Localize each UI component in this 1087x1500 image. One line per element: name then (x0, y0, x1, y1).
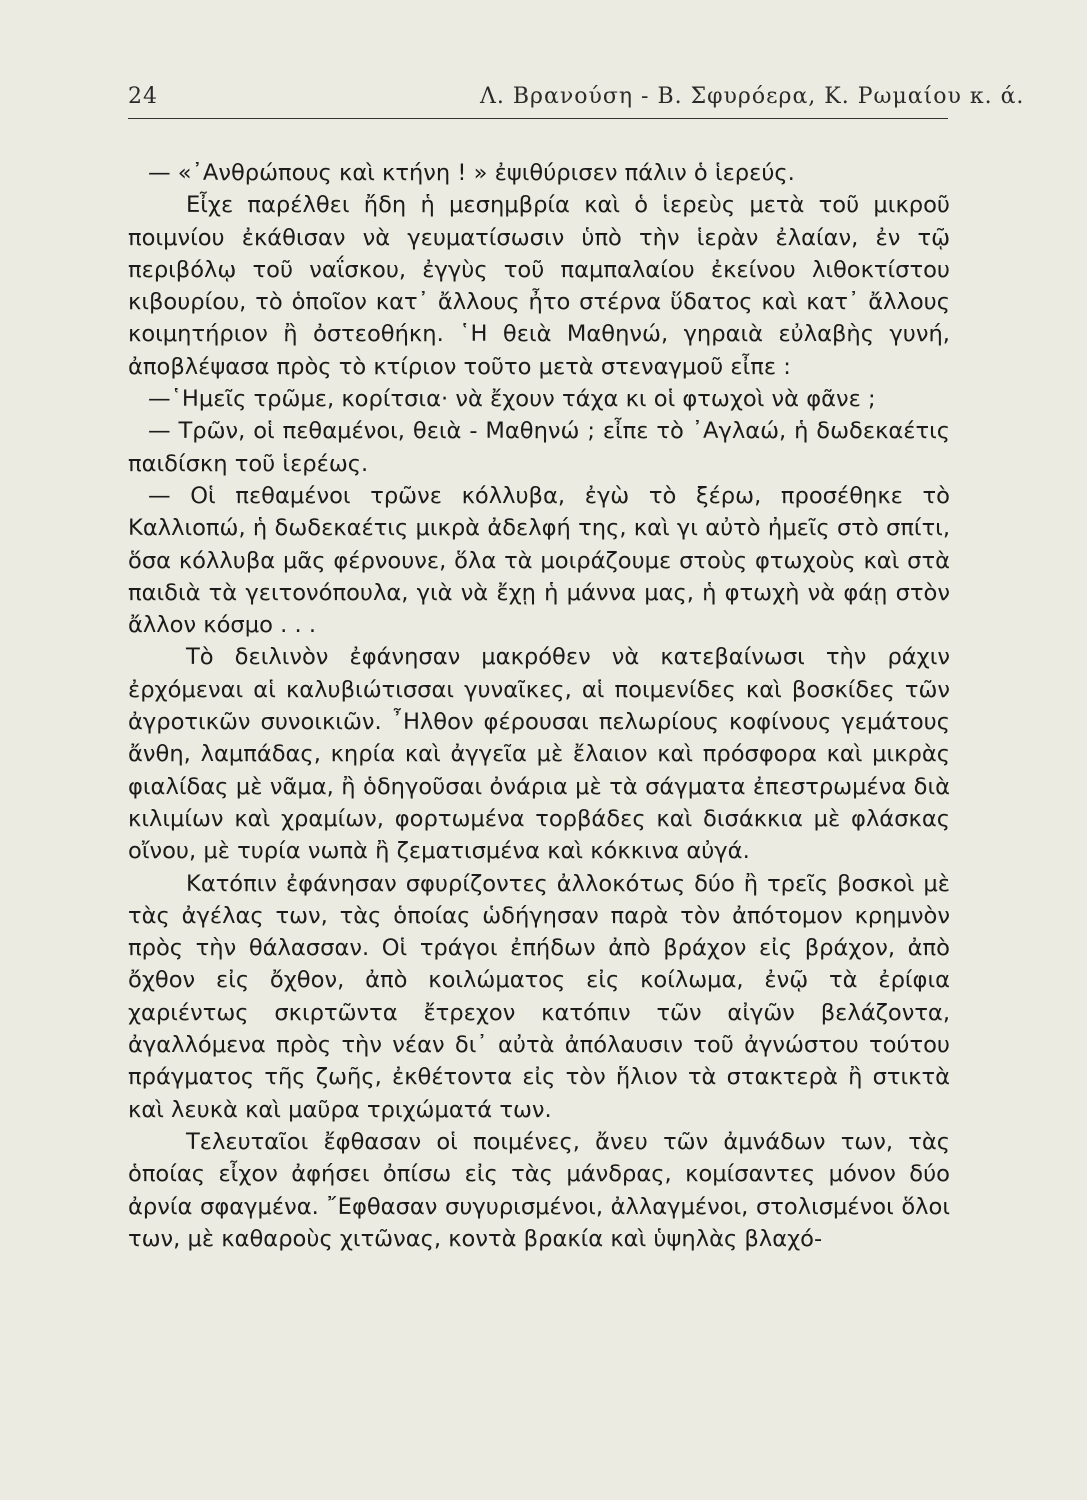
paragraph: Εἶχε παρέλθει ἤδη ἡ μεσημβρία καὶ ὁ ἱερεὺς μετὰ τοῦ μικροῦ ποιμνίου ἐκάθισαν νὰ γευματίσωσιν ὑπὸ τὴν ἱερὰν ἐλαίαν, ἐν τῷ περιβόλῳ τοῦ ναΐσκου, ἐγγὺς τοῦ παμπαλαίου ἐκείνου λιθοκτίστου κιβουρίου, τὸ ὁποῖον κατ᾿ ἄλλους ἦτο στέρνα ὕδατος καὶ κατ᾿ ἄλλους κοιμητήριον ἢ ὀστεοθήκη. ῾Η θειὰ Μαθηνώ, γηραιὰ εὐλαβὴς γυνή, ἀποβλέψασα πρὸς τὸ κτίριον τοῦτο μετὰ στεναγμοῦ εἶπε : (128, 192, 950, 380)
paragraph: — Τρῶν, οἱ πεθαμένοι, θειὰ - Μαθηνώ ; εἶπε τὸ ᾿Αγλαώ, ἡ δωδεκαέτις παιδίσκη τοῦ ἱερέως. (128, 418, 950, 477)
page-number: 24 (128, 84, 158, 109)
paragraph: Τελευταῖοι ἔφθασαν οἱ ποιμένες, ἄνευ τῶν ἀμνάδων των, τὰς ὁποίας εἶχον ἀφήσει ὀπίσω εἰς τὰς μάνδρας, κομίσαντες μόνον δύο ἀρνία σφαγμένα. ῎Εφθασαν συγυρισμένοι, ἀλλαγμένοι, στολισμένοι ὅλοι των, μὲ καθαροὺς χιτῶνας, κοντὰ βρακία καὶ ὑψηλὰς βλαχό- (128, 1128, 950, 1252)
paragraph: Τὸ δειλινὸν ἐφάνησαν μακρόθεν νὰ κατεβαίνωσι τὴν ράχιν ἐρχόμεναι αἱ καλυβιώτισσαι γυναῖκες, αἱ ποιμενίδες καὶ βοσκίδες τῶν ἀγροτικῶν συνοικιῶν. ῏Ηλθον φέρουσαι πελωρίους κοφίνους γεμάτους ἄνθη, λαμπάδας, κηρία καὶ ἀγγεῖα μὲ ἔλαιον καὶ πρόσφορα καὶ μικρὰς φιαλίδας μὲ νᾶμα, ἢ ὁδηγοῦσαι ὀνάρια μὲ τὰ σάγματα ἐπεστρωμένα διὰ κιλιμίων καὶ χραμίων, φορτωμένα τορβάδες καὶ δισάκκια μὲ φλάσκας οἴνου, μὲ τυρία νωπὰ ἢ ζεματισμένα καὶ κόκκινα αὐγά. (128, 644, 950, 865)
paragraph: — «᾿Ανθρώπους καὶ κτήνη ! » ἐψιθύρισεν πάλιν ὁ ἱερεύς. (148, 160, 795, 186)
paragraph: —῾Ημεῖς τρῶμε, κορίτσια· νὰ ἔχουν τάχα κι οἱ φτωχοὶ νὰ φᾶνε ; (148, 386, 876, 413)
page-header (128, 84, 1025, 120)
paragraph: — Οἱ πεθαμένοι τρῶνε κόλλυβα, ἐγὼ τὸ ξέρω, προσέθηκε τὸ Καλλιοπώ, ἡ δωδεκαέτις μικρὰ ἀδελφή της, καὶ γι αὐτὸ ἠμεῖς στὸ σπίτι, ὅσα κόλλυβα μᾶς φέρνουνε, ὅλα τὰ μοιράζουμε στοὺς φτωχοὺς καὶ στὰ παιδιὰ τὰ γειτονόπουλα, γιὰ νὰ ἔχῃ ἡ μάννα μας, ἡ φτωχὴ νὰ φάῃ στὸν ἄλλον κόσμο . . . (128, 482, 950, 639)
paragraph: Κατόπιν ἐφάνησαν σφυρίζοντες ἀλλοκότως δύο ἢ τρεῖς βοσκοὶ μὲ τὰς ἀγέλας των, τὰς ὁποίας ὡδήγησαν παρὰ τὸν ἀπότομον κρημνὸν πρὸς τὴν θάλασσαν. Οἱ τράγοι ἐπήδων ἀπὸ βράχον εἰς βράχον, ἀπὸ ὄχθον εἰς ὄχθον, ἀπὸ κοιλώματος εἰς κοίλωμα, ἐνῷ τὰ ἐρίφια χαριέντως σκιρτῶντα ἔτρεχον κατόπιν τῶν αἰγῶν βελάζοντα, ἀγαλλόμενα πρὸς τὴν νέαν δι᾿ αὐτὰ ἀπόλαυσιν τοῦ ἀγνώστου τούτου πράγματος τῆς ζωῆς, ἐκθέτοντα εἰς τὸν ἥλιον τὰ στακτερὰ ἢ στικτὰ καὶ λευκὰ καὶ μαῦρα τριχώματά των. (128, 870, 950, 1123)
body-text (128, 157, 950, 1255)
running-head: Λ. Βρανούση - Β. Σφυρόερα, Κ. Ρωμαίου κ. ά. (480, 84, 1025, 109)
header-rule (128, 118, 948, 119)
